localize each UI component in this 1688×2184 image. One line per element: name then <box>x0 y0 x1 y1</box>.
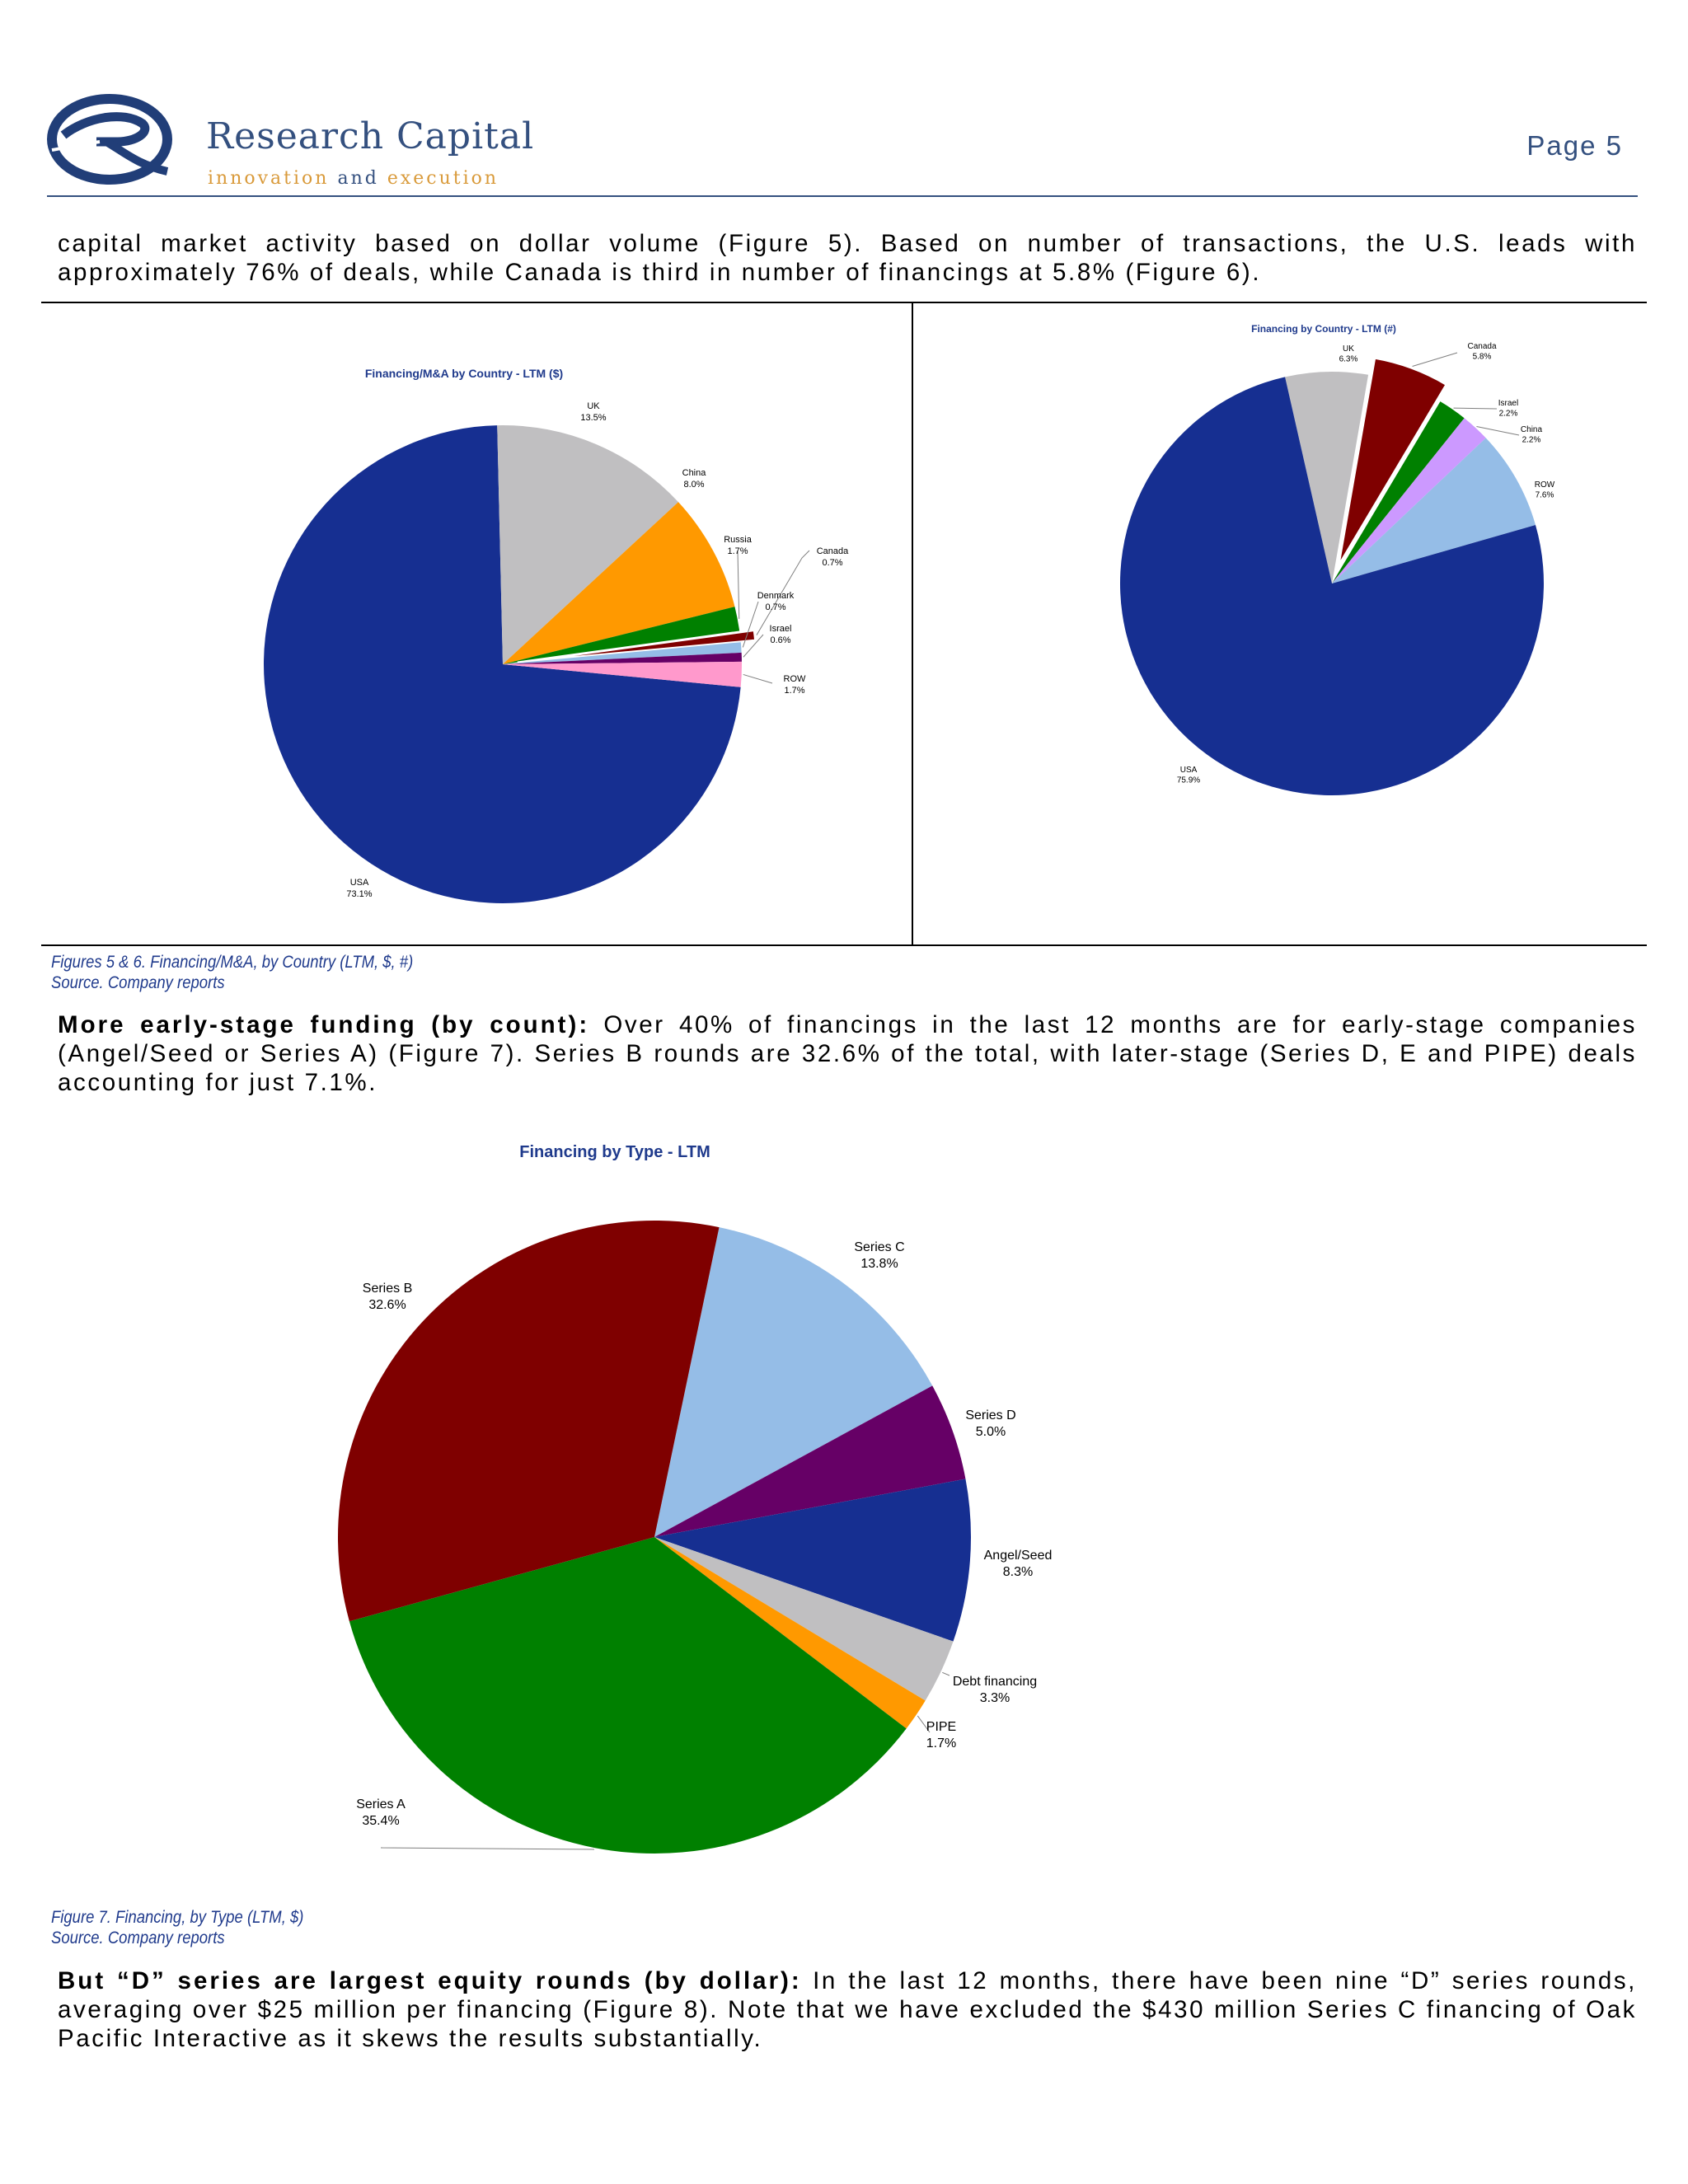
slice-label-angel-seed: Angel/Seed <box>983 1549 1053 1563</box>
figure-box-bottom-rule <box>41 944 1647 946</box>
research-capital-logo <box>45 92 535 191</box>
slice-label-canada: Canada <box>816 546 849 556</box>
slice-value-denmark: 0.7% <box>765 602 786 612</box>
slice-label-debt-financing: Debt financing <box>952 1675 1038 1689</box>
chart2-title: Financing by Country - LTM (#) <box>1251 323 1396 335</box>
leader-line-series-a <box>381 1848 594 1849</box>
slice-label-china: China <box>682 468 706 478</box>
slice-value-debt-financing: 3.3% <box>979 1691 1010 1705</box>
early-stage-body: Over 40% of financings in the last 12 months are for early-stage companies (Angel/Seed or Series A) (Figure 7). Series B rounds are 32.6% of the total, with later-stage (Series D, E and PIPE) deals accounting for just 7.1%. <box>58 1011 1637 1096</box>
slice-value-series-c: 13.8% <box>860 1257 898 1271</box>
slice-value-usa: 73.1% <box>346 888 373 899</box>
slice-label-row: ROW <box>1534 480 1555 490</box>
leader-line-russia <box>738 551 739 619</box>
brand-name: Research Capital <box>206 115 535 157</box>
slice-label-denmark: Denmark <box>757 591 795 601</box>
slice-value-row: 1.7% <box>784 685 805 696</box>
chart2-pie <box>1120 342 1555 795</box>
figure-7-caption <box>51 1907 303 1948</box>
slice-label-canada: Canada <box>1467 342 1497 351</box>
slice-label-israel: Israel <box>1498 399 1519 408</box>
slice-value-china: 2.2% <box>1522 435 1541 445</box>
slice-value-series-b: 32.6% <box>368 1298 406 1312</box>
slice-value-china: 8.0% <box>683 479 705 490</box>
d-series-paragraph <box>58 1966 1637 2053</box>
leader-line-canada <box>1413 353 1457 366</box>
chart-financing-by-country-count <box>913 303 1647 943</box>
leader-line-israel <box>1454 408 1497 409</box>
slice-label-pipe: PIPE <box>926 1720 957 1734</box>
chart3-title: Financing by Type - LTM <box>519 1143 710 1161</box>
slice-value-israel: 2.2% <box>1498 409 1518 419</box>
leader-line-china <box>1476 426 1519 435</box>
slice-value-canada: 0.7% <box>822 557 843 568</box>
slice-value-usa: 75.9% <box>1176 776 1201 785</box>
header-divider <box>47 195 1638 197</box>
intro-line-2: approximately 76% of deals, while Canada is third in number of financings at 5.8% (Figure 6). <box>58 259 1262 286</box>
slice-label-series-a: Series A <box>356 1797 406 1811</box>
slice-label-china: China <box>1520 425 1543 434</box>
slice-label-israel: Israel <box>769 624 792 634</box>
page-number: Page 5 <box>1526 130 1623 161</box>
figure-5-6-source: Source. Company reports <box>51 973 225 992</box>
slice-label-usa: USA <box>349 878 369 888</box>
d-series-heading: But “D” series are largest equity rounds (by dollar): <box>58 1967 802 1994</box>
early-stage-heading: More early-stage funding (by count): <box>58 1011 590 1038</box>
slice-value-uk: 6.3% <box>1339 354 1358 364</box>
d-series-body: In the last 12 months, there have been nine “D” series rounds, averaging over $25 million per financing (Figure 8). Note that we have excluded the $430 million Series C financing of Oak Pacific Interactive as it skews the results substantially. <box>58 1967 1637 2052</box>
intro-paragraph <box>58 229 1637 287</box>
figure-7-source: Source. Company reports <box>51 1929 225 1947</box>
figure-5-6-title: Figures 5 & 6. Financing/M&A, by Country (LTM, $, #) <box>51 953 414 972</box>
slice-value-canada: 5.8% <box>1472 352 1492 362</box>
chart-financing-by-country-dollar <box>43 303 910 943</box>
leader-line-debt-financing <box>942 1672 950 1675</box>
chart-financing-by-type <box>272 1121 1137 1879</box>
slice-label-series-d: Series D <box>965 1408 1016 1422</box>
slice-value-pipe: 1.7% <box>926 1736 957 1750</box>
figure-7-title: Figure 7. Financing, by Type (LTM, $) <box>51 1908 304 1927</box>
leader-line-row <box>743 674 772 683</box>
figure-5-6-caption <box>51 952 413 993</box>
chart1-title: Financing/M&A by Country - LTM ($) <box>364 367 564 380</box>
slice-label-uk: UK <box>1343 344 1354 354</box>
brand-tagline: innovation and execution <box>208 168 499 189</box>
slice-value-series-d: 5.0% <box>975 1425 1006 1439</box>
chart1-pie <box>264 401 849 903</box>
slice-label-russia: Russia <box>724 535 752 545</box>
slice-label-usa: USA <box>1179 766 1198 775</box>
slice-value-israel: 0.6% <box>770 635 791 645</box>
slice-label-series-b: Series B <box>362 1282 413 1296</box>
early-stage-paragraph <box>58 1010 1637 1097</box>
slice-label-uk: UK <box>587 401 600 411</box>
slice-value-row: 7.6% <box>1535 490 1554 500</box>
slice-value-uk: 13.5% <box>580 412 607 423</box>
logo-r-icon <box>45 92 177 187</box>
chart3-pie <box>338 1221 1052 1854</box>
slice-value-angel-seed: 8.3% <box>1002 1565 1034 1579</box>
slice-label-series-c: Series C <box>854 1240 905 1254</box>
slice-value-russia: 1.7% <box>727 546 748 556</box>
slice-label-row: ROW <box>783 674 806 684</box>
slice-value-series-a: 35.4% <box>362 1814 400 1828</box>
intro-line-1: capital market activity based on dollar volume (Figure 5). Based on number of transactions, the U.S. leads with <box>58 230 1637 257</box>
